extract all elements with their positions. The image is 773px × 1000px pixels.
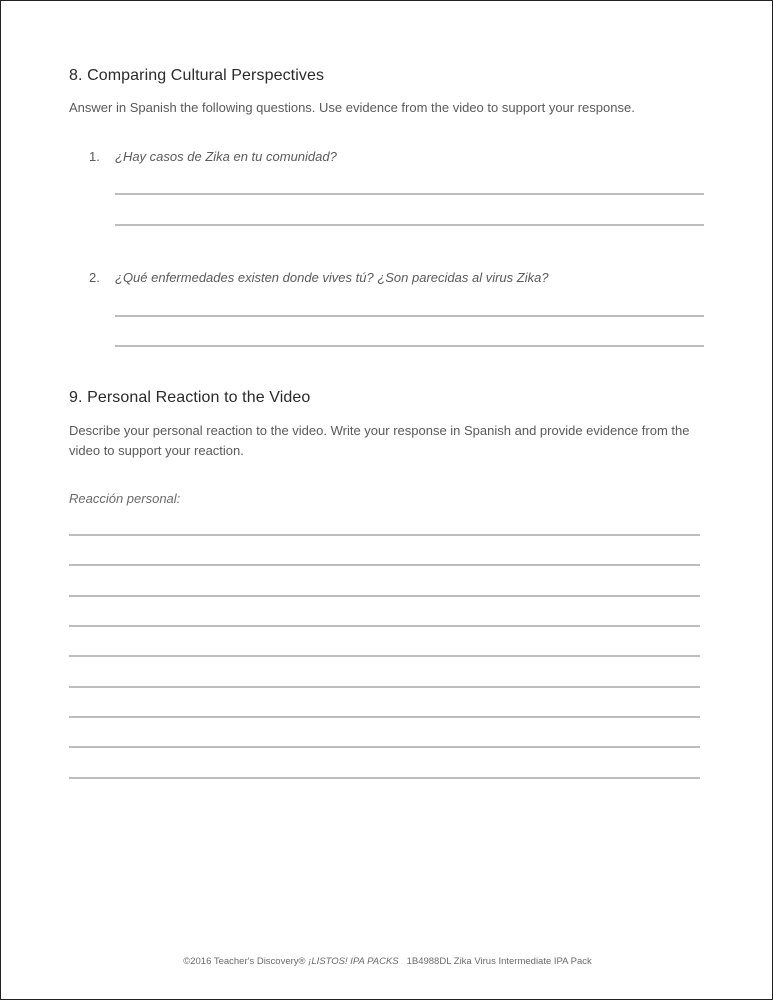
reaction-line-9[interactable] (69, 777, 700, 779)
section-9-title: 9. Personal Reaction to the Video (69, 389, 311, 406)
reaction-line-7[interactable] (69, 716, 700, 718)
page-footer (1, 956, 773, 967)
answer-line-q2-1[interactable] (115, 315, 704, 317)
question-1-text: ¿Hay casos de Zika en tu comunidad? (115, 149, 337, 164)
footer-product: 1B4988DL Zika Virus Intermediate IPA Pack (406, 956, 592, 967)
answer-line-q1-1[interactable] (115, 193, 704, 195)
reaction-line-3[interactable] (69, 595, 700, 597)
reaction-line-6[interactable] (69, 686, 700, 688)
section-9-instructions: Describe your personal reaction to the video. Write your response in Spanish and provide evidence from the video to support your reaction. (69, 423, 690, 458)
reaction-line-5[interactable] (69, 655, 700, 657)
answer-line-q1-2[interactable] (115, 224, 704, 226)
question-2-number: 2. (89, 270, 100, 285)
reaction-line-1[interactable] (69, 534, 700, 536)
question-2 (89, 270, 549, 285)
section-8-instructions: Answer in Spanish the following questions. Use evidence from the video to support your response. (69, 100, 635, 115)
reaction-line-4[interactable] (69, 625, 700, 627)
reaction-line-2[interactable] (69, 564, 700, 566)
answer-line-q2-2[interactable] (115, 345, 704, 347)
question-1 (89, 149, 337, 164)
footer-series: ¡LISTOS! IPA PACKS (308, 956, 399, 967)
question-2-text: ¿Qué enfermedades existen donde vives tú? ¿Son parecidas al virus Zika? (115, 270, 549, 285)
footer-copyright: ©2016 Teacher's Discovery® (183, 956, 306, 967)
reaction-line-8[interactable] (69, 746, 700, 748)
question-1-number: 1. (89, 149, 100, 164)
section-8-title: 8. Comparing Cultural Perspectives (69, 67, 325, 84)
reaction-prompt-label: Reacción personal: (69, 491, 181, 506)
